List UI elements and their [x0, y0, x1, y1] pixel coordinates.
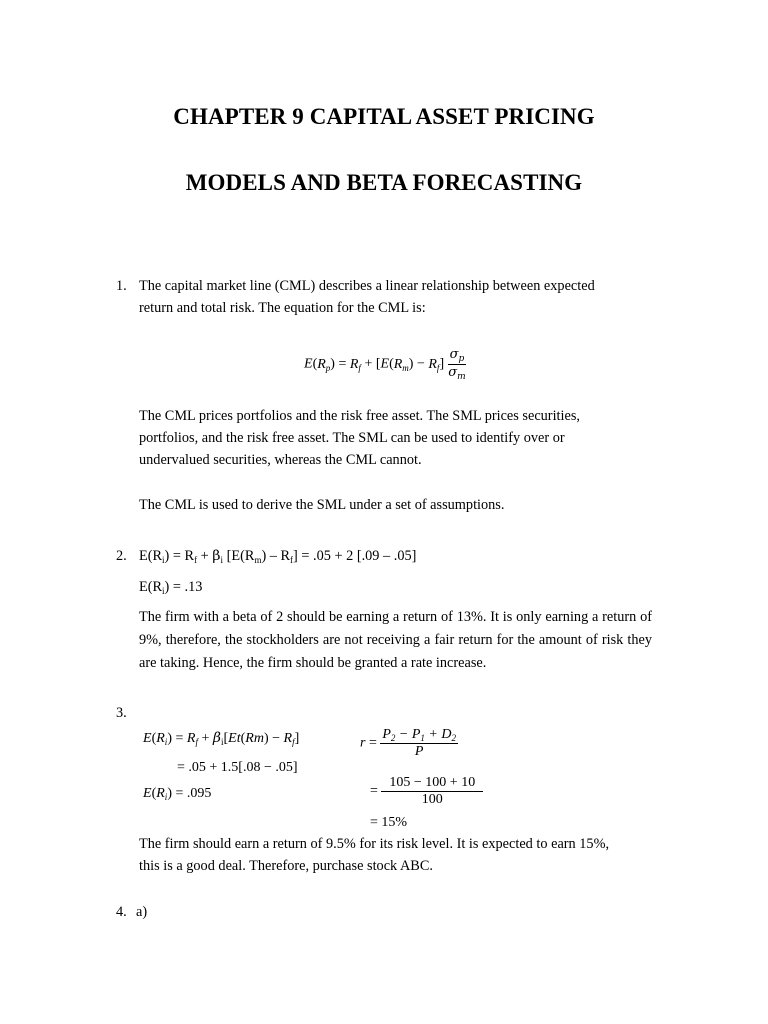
q1-para2-line3: undervalued securities, whereas the CML cannot. [139, 452, 422, 468]
q3-denominator: 100 [421, 792, 443, 807]
q1-paragraph-1 [139, 275, 652, 319]
q1-number: 1. [116, 278, 127, 294]
cml-equation: $E(R_p) = R_f + [E(R_m) - R_f]$ $\frac{\sigma_p}{\sigma_m}$ [304, 347, 466, 382]
q3-para-line1: The firm should earn a return of 9.5% for its risk level. It is expected to earn 15%, [139, 836, 610, 852]
q1-para1-line2: return and total risk. The equation for the CML is: [139, 300, 426, 316]
q3-capm-line3: $E(R_i) = .095$ [143, 786, 212, 802]
q3-return-computation: = $\frac{105 - 100 + 10}{100}$ [370, 775, 483, 808]
q3-number: 3. [116, 705, 127, 721]
chapter-title-line-1: CHAPTER 9 CAPITAL ASSET PRICING [173, 104, 595, 129]
q1-paragraph-2 [139, 405, 652, 471]
q3-capm-value: .095 [186, 786, 212, 801]
q4-part-a: a) [136, 904, 148, 920]
q1-para1-line1: The capital market line (CML) describes a linear relationship between expected [139, 278, 595, 294]
q2-paragraph: The firm with a beta of 2 should be earning a return of 13%. It is only earning a return of 9%, therefore, the stockholders are not receiving a fair return for the amount of risk they are taking. Hence, the firm should be granted a rate increase. [139, 609, 652, 671]
q4-number: 4. [116, 904, 127, 920]
q3-numerator: 105 − 100 + 10 [381, 775, 483, 792]
q2-result-line: $E(R_i) = .13$ [139, 579, 203, 596]
q1-para2-line1: The CML prices portfolios and the risk free asset. The SML prices securities, [139, 408, 580, 424]
q2-number: 2. [116, 548, 127, 564]
q1-paragraph-3: The CML is used to derive the SML under a set of assumptions. [139, 497, 505, 513]
q3-capm-line1: $E(R_i) = R_f + \beta_i[Et(Rm) - R_f]$ [143, 730, 300, 747]
q1-para2-line2: portfolios, and the risk free asset. The SML can be used to identify over or [139, 430, 565, 446]
q3-return-result: = 15% [370, 815, 408, 830]
q3-capm-line2: = .05 + 1.5[.08 − .05] [177, 760, 298, 775]
q3-return-formula: r = $\frac{P_2 - P_1 + D_2}{P}$ [360, 727, 456, 759]
q2-result-value: .13 [184, 579, 203, 595]
q2-sml-equation: $E(R_i) = R_f + \beta_i$ $[E(R_m) - R_f] = .05 + 2$ [.09 – .05] [139, 548, 417, 565]
q3-paragraph [139, 833, 652, 877]
q3-para-line2: this is a good deal. Therefore, purchase stock ABC. [139, 858, 433, 874]
chapter-title-line-2: MODELS AND BETA FORECASTING [185, 170, 583, 195]
